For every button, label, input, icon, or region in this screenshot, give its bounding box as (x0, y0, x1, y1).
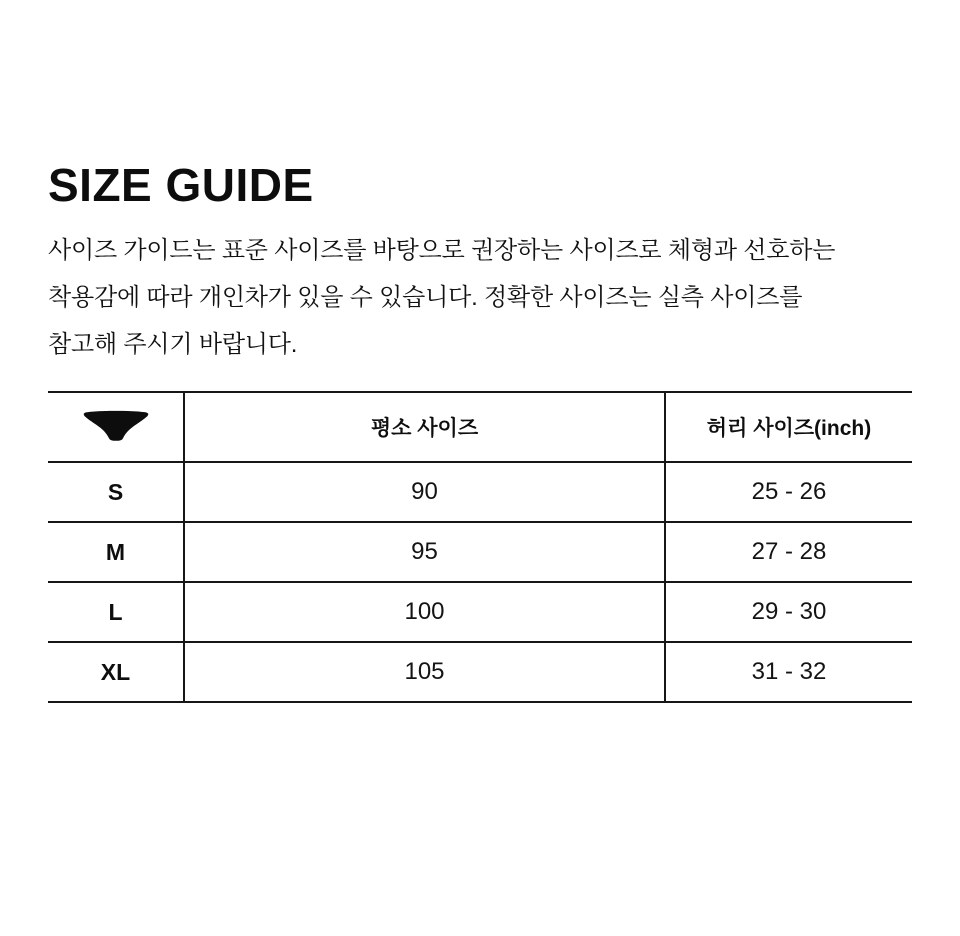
waist-size-value: 27 - 28 (665, 522, 912, 582)
size-label: M (105, 538, 126, 565)
size-label: L (108, 598, 123, 625)
table-row-s (48, 462, 912, 522)
size-guide-page (0, 159, 960, 703)
size-label: XL (100, 658, 131, 685)
waist-size-value: 29 - 30 (665, 582, 912, 642)
description-line: 참고해 주시기 바랍니다. (48, 331, 298, 358)
page-title: SIZE GUIDE (48, 159, 314, 211)
panties-icon (83, 410, 149, 447)
usual-size-value: 100 (184, 582, 665, 642)
usual-size-value: 95 (184, 522, 665, 582)
usual-size-value: 90 (184, 462, 665, 522)
description-line: 착용감에 따라 개인차가 있을 수 있습니다. 정확한 사이즈는 실측 사이즈를 (48, 284, 803, 311)
description-line: 사이즈 가이드는 표준 사이즈를 바탕으로 권장하는 사이즈로 체형과 선호하는 (48, 237, 836, 264)
table-row-xl (48, 642, 912, 702)
column-header-usual-size: 평소 사이즈 (184, 392, 665, 462)
usual-size-value: 105 (184, 642, 665, 702)
size-label: S (107, 478, 124, 505)
waist-size-value: 25 - 26 (665, 462, 912, 522)
size-table (48, 391, 912, 703)
column-header-waist-size: 허리 사이즈(inch) (665, 392, 912, 462)
waist-size-value: 31 - 32 (665, 642, 912, 702)
table-row-l (48, 582, 912, 642)
table-header-row (48, 392, 912, 462)
table-row-m (48, 522, 912, 582)
product-type-header-cell (48, 392, 184, 462)
size-guide-description (48, 227, 912, 368)
